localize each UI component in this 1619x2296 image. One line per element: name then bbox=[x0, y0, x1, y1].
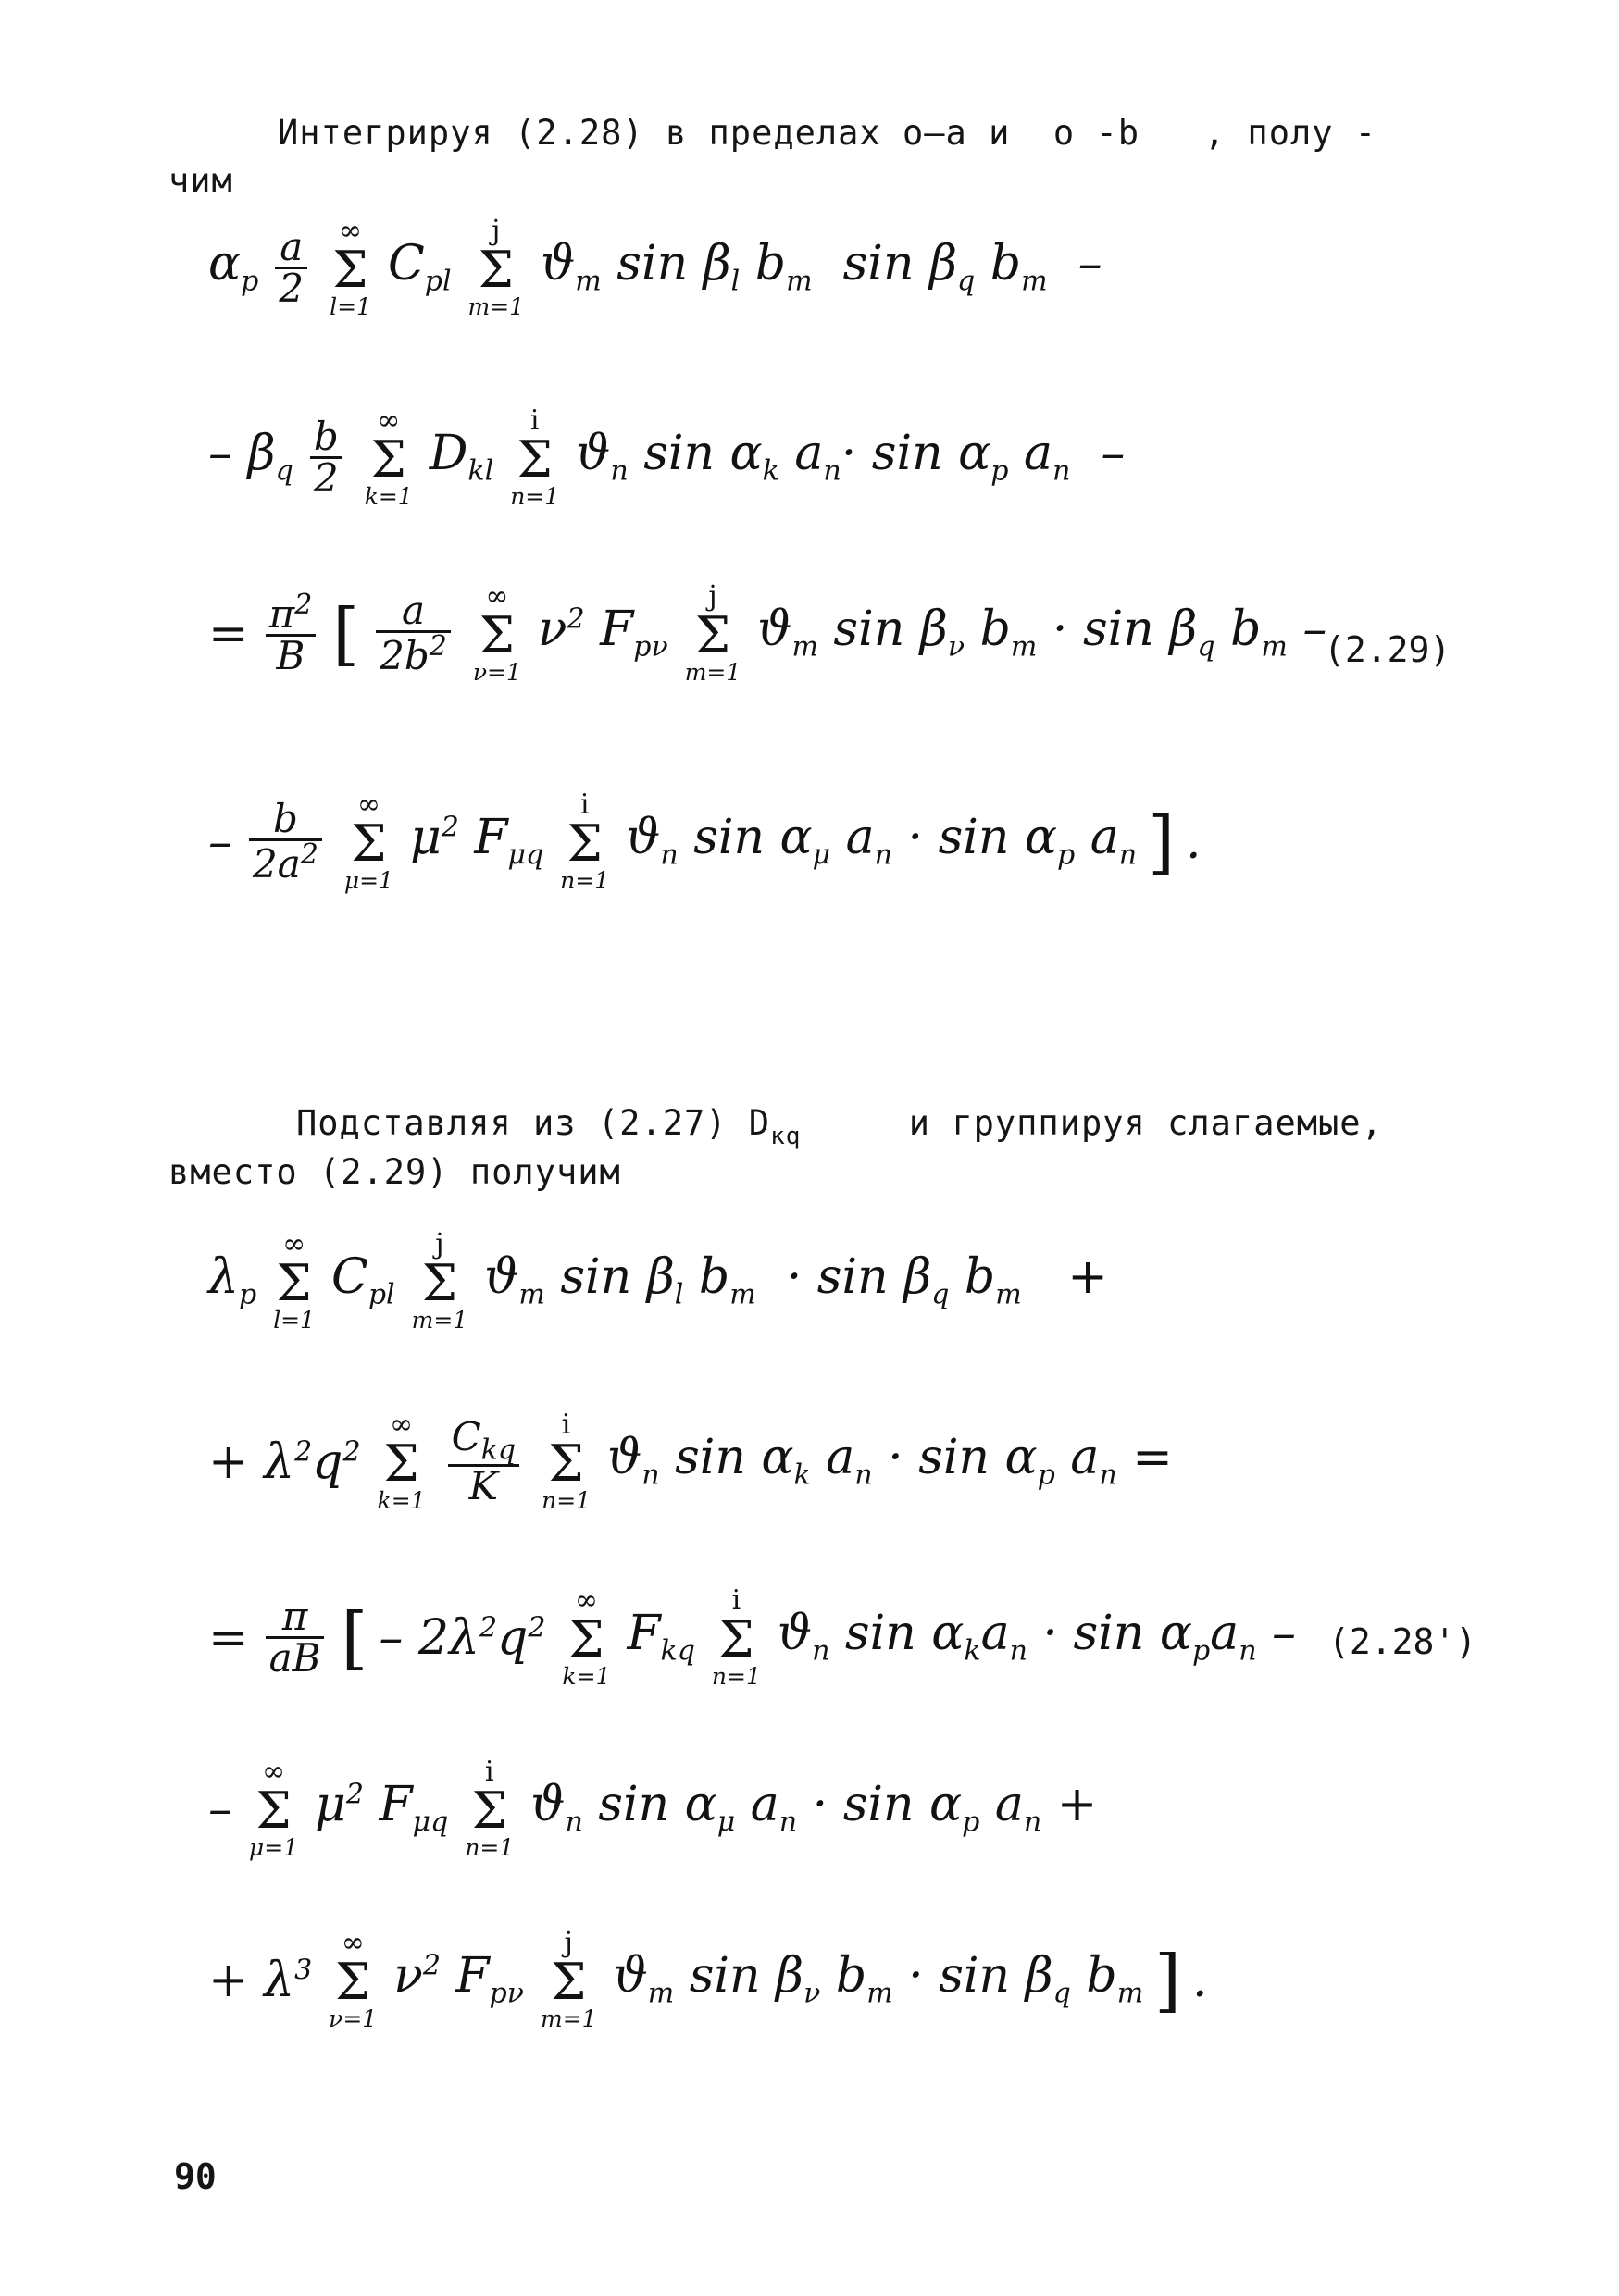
equation-2-29-line-3: = $\frac{\pi^2}{B}$ [ $\frac{a}{2b^2}$ ∞ Σ ν=1 $\nu^2$ $F_{p\nu}$ j Σ m=1 $ϑ_m$ $\sin \beta_\nu$ $b_m \cdot \sin \beta_q$ $b_m$ – bbox=[208, 580, 1327, 686]
equation-number-2-29: (2.29) bbox=[1324, 629, 1451, 670]
equation-2-29-line-4: – $\frac{b}{2a^2}$ ∞ Σ μ=1 $\mu^2$ $F_{\mu q}$ i Σ n=1 $ϑ_n$ $\sin \alpha_\mu$ $a_n \cdot \sin \alpha_p$ $a_n$ ] . bbox=[208, 788, 1202, 894]
equation-2-28p-line-1: $\lambda_p$ ∞ Σ l=1 $C_{pl}$ j Σ m=1 $ϑ_m$ $\sin \beta_l$ $b_m \cdot \sin \beta_q$ $b_m$ + bbox=[208, 1228, 1108, 1334]
equation-2-28p-line-5: + $\lambda^3$ ∞ Σ ν=1 $\nu^2$ $F_{p\nu}$ j Σ m=1 $ϑ_m$ $\sin \beta_\nu$ $b_m \cdot \sin \beta_q$ $b_m$ ] . bbox=[208, 1927, 1208, 2032]
equation-2-28p-line-4: – ∞ Σ μ=1 $\mu^2$ $F_{\mu q}$ i Σ n=1 $ϑ_n$ $\sin \alpha_\mu$ $a_n \cdot \sin \alpha_p$ $a_n$ + bbox=[208, 1756, 1098, 1861]
equation-2-29-line-2: – $\beta_q$ $\frac{b}{2}$ ∞ Σ k=1 $D_{kl}$ i Σ n=1 $ϑ_n$ $\sin \alpha_k$ $a_n\cdot \sin \alpha_p$ $a_n$ – bbox=[208, 404, 1126, 510]
equation-number-2-28-prime: (2.28') bbox=[1328, 1621, 1477, 1662]
substitution-text-line-2: вместо (2.29) получим bbox=[168, 1152, 621, 1192]
equation-2-29-line-1: $\alpha_p$ $\frac{a}{2}$ ∞ Σ l=1 $C_{pl}$ j Σ m=1 $ϑ_m$ $\sin \beta_l$ $b_m$ $\sin \beta_q$ $b_m$ – bbox=[208, 215, 1102, 320]
equation-2-28p-line-2: + $\lambda^2q^2$ ∞ Σ k=1 $\frac{C_{kq}}{K}$ i Σ n=1 $ϑ_n$ $\sin \alpha_k$ $a_n \cdot \sin \alpha_p$ $a_n$ = bbox=[208, 1409, 1173, 1514]
intro-text-line-2: чим bbox=[168, 161, 233, 201]
intro-text-line-1: Интегрируя (2.28) в пределах о–а и о -b , полу - bbox=[278, 113, 1377, 153]
page-number: 90 bbox=[174, 2156, 217, 2197]
substitution-text-line-1: Подставляя из (2.27) $D_{кq}$ и группируя слагаемые, bbox=[296, 1103, 1383, 1150]
equation-2-28p-line-3: = $\frac{\pi}{aB}$ [ – $2\lambda^2q^2$ ∞ Σ k=1 $F_{kq}$ i Σ n=1 $ϑ_n$ $\sin \alpha_ka_n \cdot \sin \alpha_pa_n$ – bbox=[208, 1584, 1297, 1690]
